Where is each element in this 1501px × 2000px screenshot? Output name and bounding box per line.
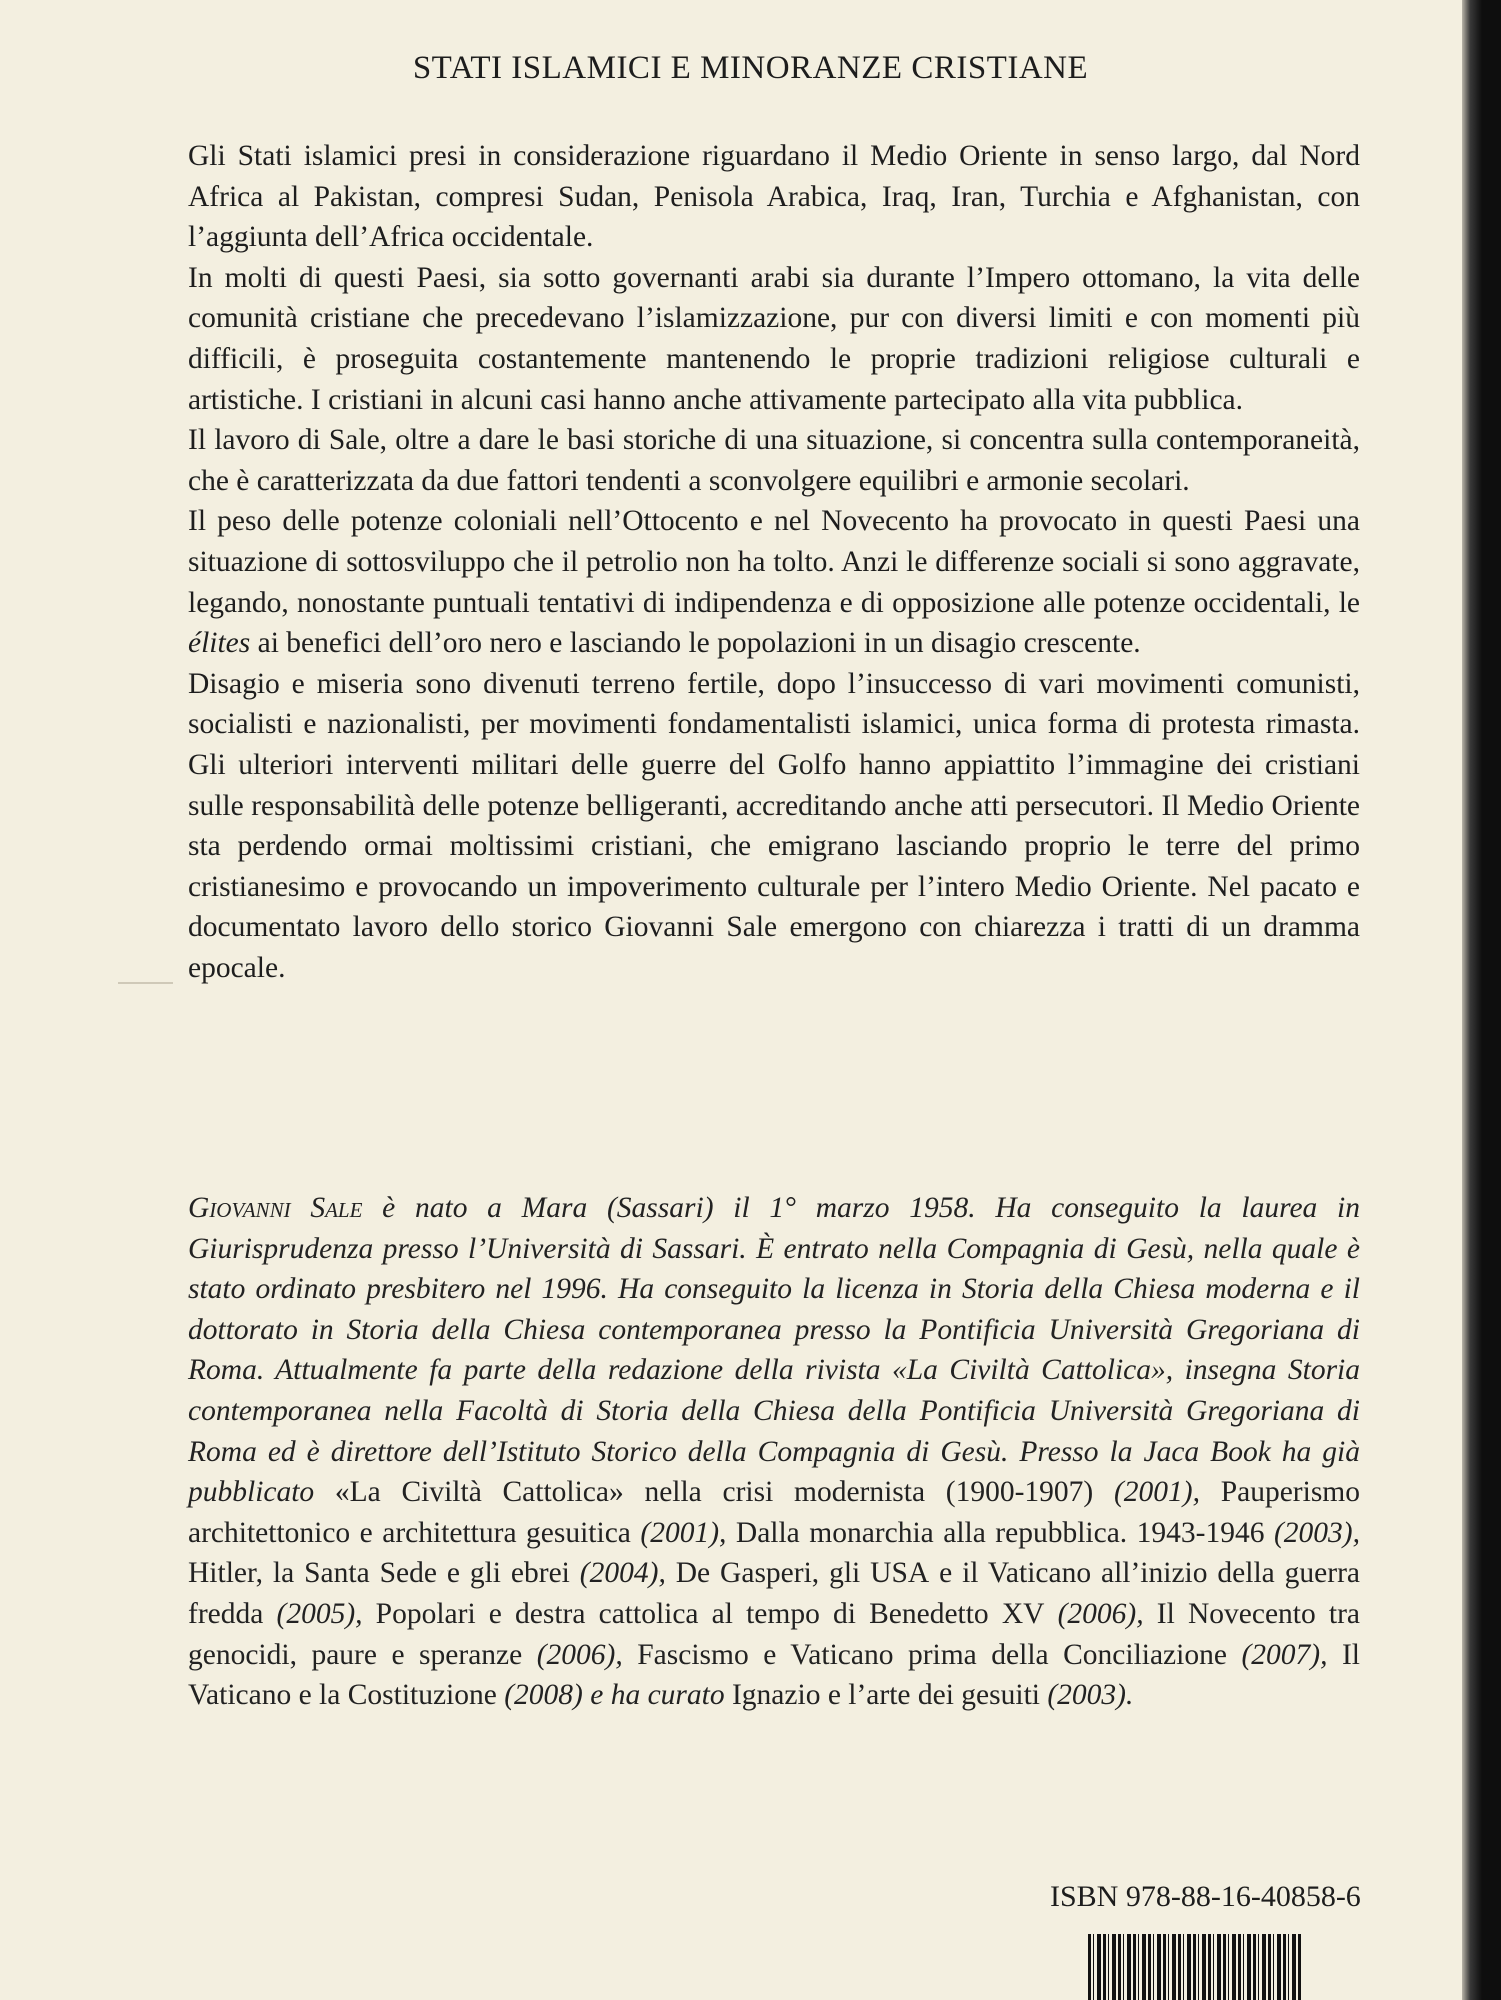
work-title: e il Vaticano all’inizio della guerra fredda [188,1557,1360,1630]
work-year: (2006), [1044,1597,1157,1630]
paragraph-3: Il lavoro di Sale, oltre a dare le basi storiche di una situazione, si concentra sulla contemporaneità, che è caratterizzata da due fattori tendenti a sconvolgere equilibri e armonie secolari. [188,424,1360,497]
author-bio [188,1188,1360,1716]
barcode-graphic [1088,1934,1301,2000]
work-year: (2003), [1264,1516,1360,1549]
work-title: Hitler, la Santa Sede e gli ebrei [188,1557,570,1590]
bio-intro: è nato a Mara (Sassari) il 1° marzo 1958. Ha conseguito la laurea in Giurisprudenza presso l’Università di Sassari. È entrato nella Compagnia di Gesù, nella quale è stato ordinato presbitero nel 1996. Ha conseguito la licenza in Storia della Chiesa moderna e il dottorato in Storia della Chiesa contemporanea presso la Pontificia Università Gregoriana di Roma. Attualmente fa parte della redazione della rivista «La Civiltà Cattolica», insegna Storia contemporanea nella Facoltà di Storia della Chiesa della Pontificia Università Gregoriana di Roma ed è direttore dell’Istituto Storico della Compagnia di Gesù. Presso la Jaca Book ha già pubblicato [188,1192,1360,1509]
work-title: Il Novecento tra genocidi, paure e speranze [188,1597,1360,1671]
elites-italic: élites [188,627,251,660]
isbn-number: ISBN 978-88-16-40858-6 [1050,1880,1361,1913]
work-title-abbrev: USA [870,1557,930,1590]
author-name: Giovanni Sale [188,1192,363,1224]
work-title: Pauperismo architettonico e architettura gesuitica [188,1476,1361,1549]
work-title: Ignazio e l’arte dei gesuiti [731,1679,1040,1712]
work-year: (2007), [1226,1638,1342,1671]
paragraph-4-text: Il peso delle potenze coloniali nell’Ottocento e nel Novecento ha provocato in questi Paesi una situazione di sottosviluppo che il petrolio non ha tolto. Anzi le differenze sociali si sono aggravate, legando, nonostante puntuali tentativi di indipendenza e di opposizione alle potenze occidentali, le [188,505,1360,619]
synopsis [188,136,1360,988]
work-year: (2003). [1039,1679,1134,1712]
work-title: Il Vaticano e la Costituzione [188,1638,1361,1712]
work-title: Dalla monarchia alla repubblica. 1943-1946 [735,1516,1265,1549]
page-title: STATI ISLAMICI E MINORANZE CRISTIANE [412,50,1089,86]
work-year: (2005), [263,1597,376,1630]
divider [118,982,173,984]
work-year: (2006), [522,1638,638,1671]
paragraph-4 [188,501,1360,663]
work-year: (2004), [569,1557,676,1590]
work-title: De Gasperi, gli [675,1557,871,1590]
bio-paragraph [188,1188,1360,1716]
work-year: (2001), [1093,1476,1221,1509]
paragraph-5: Disagio e miseria sono divenuti terreno fertile, dopo l’insuccesso di vari movimenti comunisti, socialisti e nazionalisti, per movimenti fondamentalisti islamici, unica forma di protesta rimasta. Gli ulteriori interventi militari delle guerre del Golfo hanno appiattito l’immagine dei cristiani sulle responsabilità delle potenze belligeranti, accreditando anche atti persecutori. Il Medio Oriente sta perdendo ormai moltissimi cristiani, che emigrano lasciando proprio le terre del primo cristianesimo e provocando un impoverimento culturale per l’intero Medio Oriente. Nel pacato e documentato lavoro dello storico Giovanni Sale emergono con chiarezza i tratti di un dramma epocale. [188,667,1360,984]
paragraph-1: Gli Stati islamici presi in considerazione riguardano il Medio Oriente in senso largo, dal Nord Africa al Pakistan, compresi Sudan, Penisola Arabica, Iraq, Iran, Turchia e Afghanistan, con l’aggiunta dell’Africa occidentale. [188,140,1360,254]
work-year: (2001), [630,1516,736,1549]
work-title: Popolari e destra cattolica al tempo di Benedetto [375,1597,1002,1630]
cover-edge-shadow [1462,0,1501,2000]
work-year: (2008) e ha curato [496,1679,732,1712]
work-title: Fascismo e Vaticano prima della Conciliazione [637,1638,1227,1671]
work-title-numeral: XV [1001,1597,1045,1630]
work-title: «La Civiltà Cattolica» nella crisi modernista (1900-1907) [334,1476,1094,1509]
paragraph-4-end: ai benefici dell’oro nero e lasciando le popolazioni in un disagio crescente. [250,627,1141,660]
paragraph-2: In molti di questi Paesi, sia sotto governanti arabi sia durante l’Impero ottomano, la vita delle comunità cristiane che precedevano l’islamizzazione, pur con diversi limiti e con momenti più difficili, è proseguita costantemente mantenendo le proprie tradizioni religiose culturali e artistiche. I cristiani in alcuni casi hanno anche attivamente partecipato alla vita pubblica. [188,261,1360,416]
